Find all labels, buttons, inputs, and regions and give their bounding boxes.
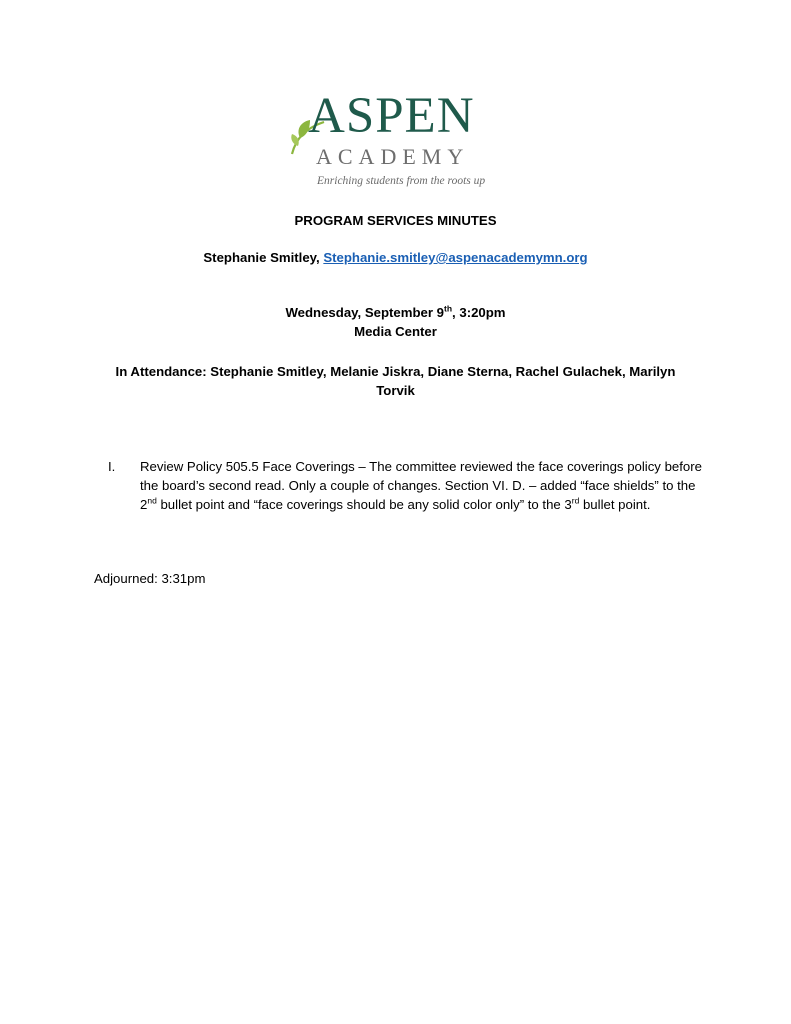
date-text: Wednesday, September 9: [285, 305, 444, 320]
logo-tagline: Enriching students from the roots up: [317, 175, 486, 187]
item-text-part1: Review Policy 505.5 Face Coverings – The committee reviewed the face coverings policy before the board’s second read. Only a couple of changes. Section VI. D. – added “face shields” to the 2: [140, 459, 702, 512]
meeting-date: [0, 304, 791, 322]
date-time: , 3:20pm: [452, 305, 506, 320]
attendance-list: In Attendance: Stephanie Smitley, Melanie Jiskra, Diane Sterna, Rachel Gulachek, Marilyn Torvik: [115, 364, 676, 398]
agenda-item-text: [140, 457, 705, 514]
logo-subtitle: ACADEMY: [316, 144, 470, 169]
aspen-academy-logo: [286, 88, 506, 188]
contact-email-link[interactable]: Stephanie.smitley@aspenacademymn.org: [323, 250, 588, 265]
document-title: PROGRAM SERVICES MINUTES: [294, 213, 497, 228]
item-sup-1: nd: [147, 495, 157, 506]
contact-line: [0, 249, 791, 267]
logo-wordmark: ASPEN: [308, 88, 475, 144]
meeting-location: Media Center: [354, 324, 437, 339]
item-text-part2: bullet point and “face coverings should be any solid color only” to the 3: [156, 497, 572, 512]
contact-name: Stephanie Smitley,: [203, 250, 320, 265]
date-superscript: th: [444, 303, 453, 314]
item-sup-2: rd: [571, 495, 580, 506]
agenda-item-number: I.: [108, 459, 116, 474]
item-text-part3: bullet point.: [579, 497, 651, 512]
adjourned-time: Adjourned: 3:31pm: [94, 571, 206, 586]
